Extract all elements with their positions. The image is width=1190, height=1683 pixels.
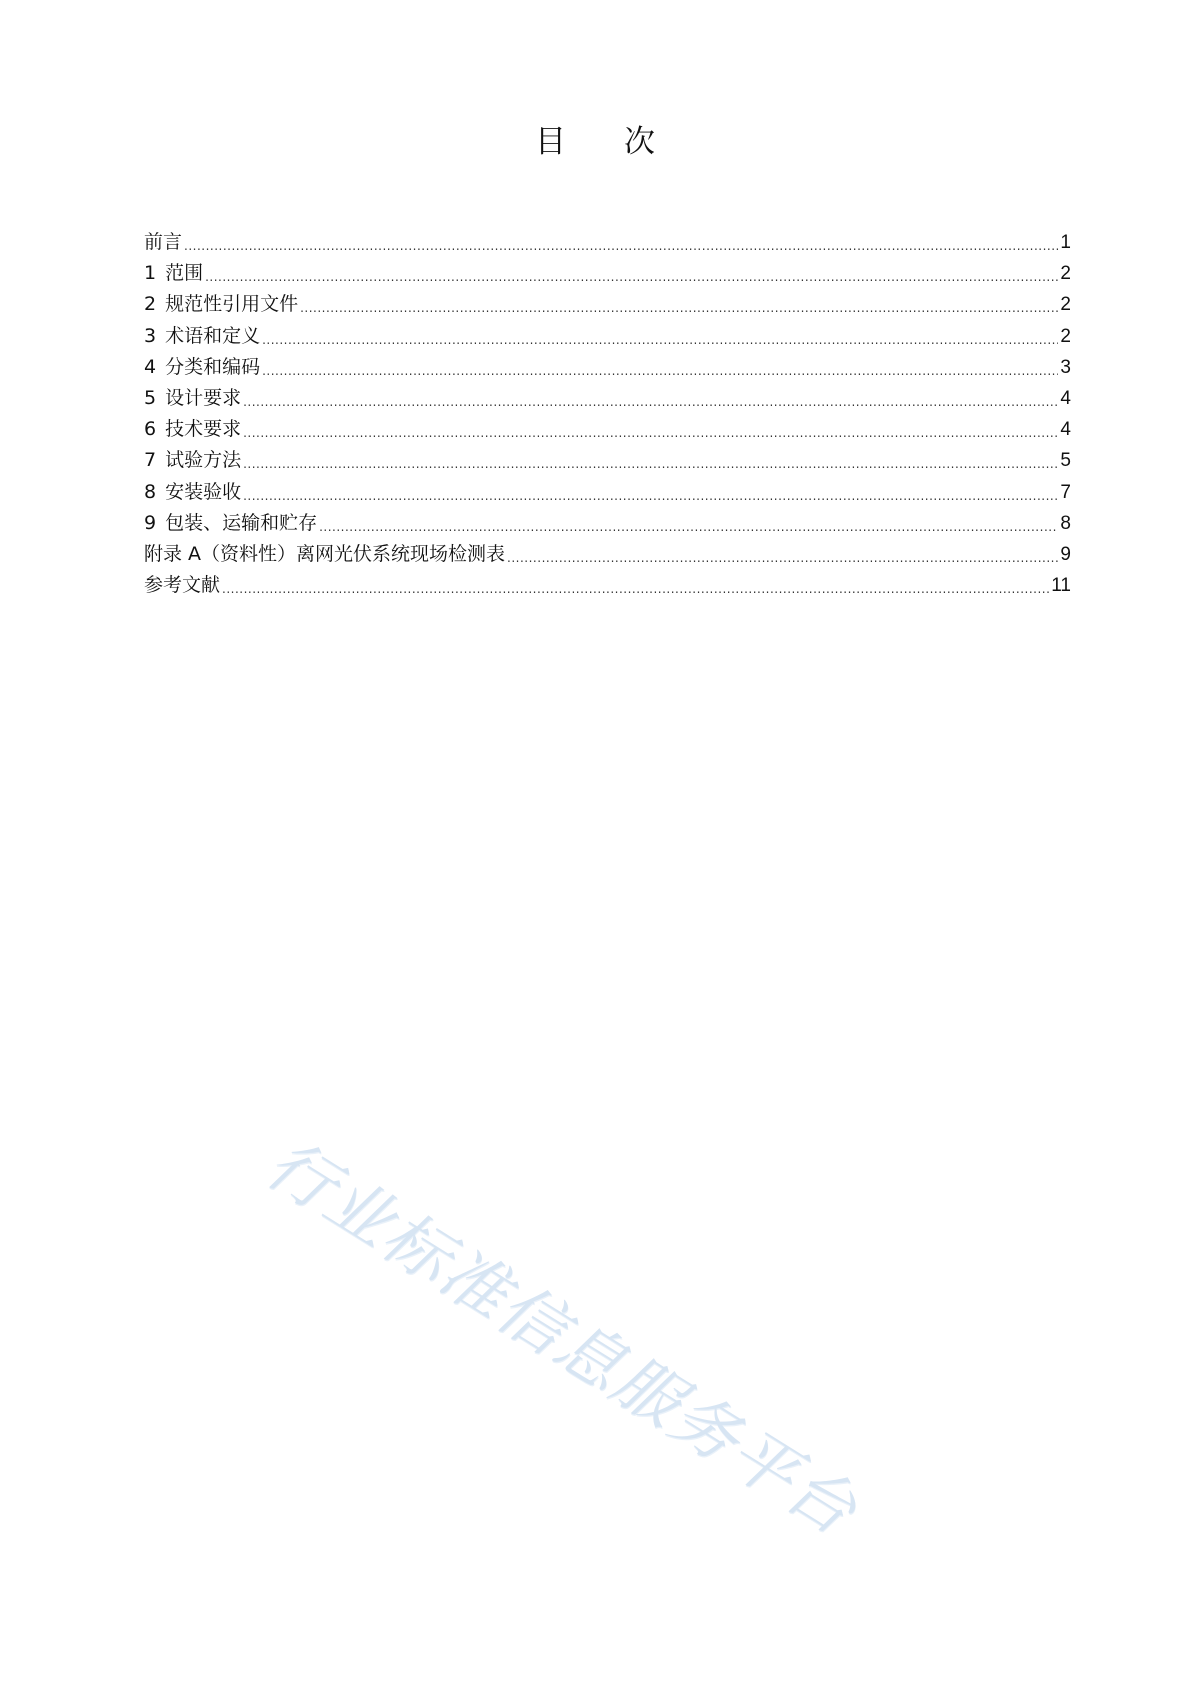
toc-entry-normative-references[interactable] bbox=[144, 289, 1071, 320]
toc-leader-dots bbox=[243, 449, 1058, 480]
toc-entry-bibliography[interactable] bbox=[144, 570, 1071, 601]
watermark-text: 行业标准信息服务平台 bbox=[253, 1124, 871, 1551]
toc-entry-number: 4 bbox=[144, 355, 157, 378]
toc-page-number: 4 bbox=[1060, 387, 1071, 409]
toc-leader-dots bbox=[243, 418, 1058, 449]
toc-entry-number: 8 bbox=[144, 480, 157, 503]
page-title-part-1: 目 bbox=[535, 124, 566, 160]
toc-entry-label: 范围 bbox=[165, 262, 204, 285]
toc-entry-packaging-storage[interactable] bbox=[144, 508, 1071, 539]
page-title-part-2: 次 bbox=[624, 124, 655, 160]
toc-entry-label: 安装验收 bbox=[165, 480, 242, 503]
toc-page-number: 7 bbox=[1060, 481, 1071, 503]
toc-entry-terms-definitions[interactable] bbox=[144, 321, 1071, 352]
page-title bbox=[0, 122, 1190, 162]
toc-entry-label: 包装、运输和贮存 bbox=[165, 511, 318, 534]
toc-entry-number: 5 bbox=[144, 386, 157, 409]
toc-entry-installation-acceptance[interactable] bbox=[144, 477, 1071, 508]
table-of-contents bbox=[144, 227, 1071, 601]
toc-leader-dots bbox=[507, 543, 1058, 574]
toc-page-number: 2 bbox=[1060, 325, 1071, 347]
toc-entry-number: 9 bbox=[144, 511, 157, 534]
toc-entry-number: 7 bbox=[144, 449, 157, 472]
toc-entry-design-requirements[interactable] bbox=[144, 383, 1071, 414]
toc-entry-test-methods[interactable] bbox=[144, 445, 1071, 476]
toc-page-number: 9 bbox=[1060, 543, 1071, 565]
toc-entry-number: 6 bbox=[144, 418, 157, 441]
toc-page-number: 8 bbox=[1060, 512, 1071, 534]
toc-entry-label: 技术要求 bbox=[165, 418, 242, 441]
toc-entry-label: 术语和定义 bbox=[165, 324, 261, 347]
toc-entry-number: 2 bbox=[144, 293, 157, 316]
toc-entry-label: 试验方法 bbox=[165, 449, 242, 472]
toc-entry-foreword[interactable] bbox=[144, 227, 1071, 258]
toc-leader-dots bbox=[243, 481, 1058, 512]
toc-entry-number: 3 bbox=[144, 324, 157, 347]
toc-entry-technical-requirements[interactable] bbox=[144, 414, 1071, 445]
toc-entry-label: 前言 bbox=[144, 231, 183, 253]
toc-entry-number: 1 bbox=[144, 262, 157, 285]
toc-page-number: 1 bbox=[1060, 232, 1071, 253]
toc-page-number: 2 bbox=[1060, 263, 1071, 285]
toc-entry-appendix-a[interactable] bbox=[144, 539, 1071, 570]
toc-entry-scope[interactable] bbox=[144, 258, 1071, 289]
toc-leader-dots bbox=[222, 574, 1049, 605]
toc-entry-label: 分类和编码 bbox=[165, 355, 261, 378]
toc-leader-dots bbox=[262, 356, 1058, 387]
toc-entry-label: 设计要求 bbox=[165, 386, 242, 409]
toc-leader-dots bbox=[205, 262, 1058, 293]
toc-leader-dots bbox=[319, 512, 1058, 543]
toc-page-number: 5 bbox=[1060, 450, 1071, 472]
toc-entry-label: 附录 A（资料性）离网光伏系统现场检测表 bbox=[144, 542, 506, 565]
toc-entry-label: 参考文献 bbox=[144, 574, 221, 597]
toc-leader-dots bbox=[300, 293, 1058, 324]
toc-page-number: 2 bbox=[1060, 294, 1071, 316]
toc-page-number: 11 bbox=[1051, 575, 1071, 597]
toc-leader-dots bbox=[262, 325, 1058, 356]
toc-entry-label: 规范性引用文件 bbox=[165, 293, 299, 316]
toc-page-number: 3 bbox=[1060, 356, 1071, 378]
toc-leader-dots bbox=[243, 387, 1058, 418]
toc-entry-classification[interactable] bbox=[144, 352, 1071, 383]
toc-page-number: 4 bbox=[1060, 419, 1071, 441]
toc-leader-dots bbox=[184, 231, 1058, 262]
